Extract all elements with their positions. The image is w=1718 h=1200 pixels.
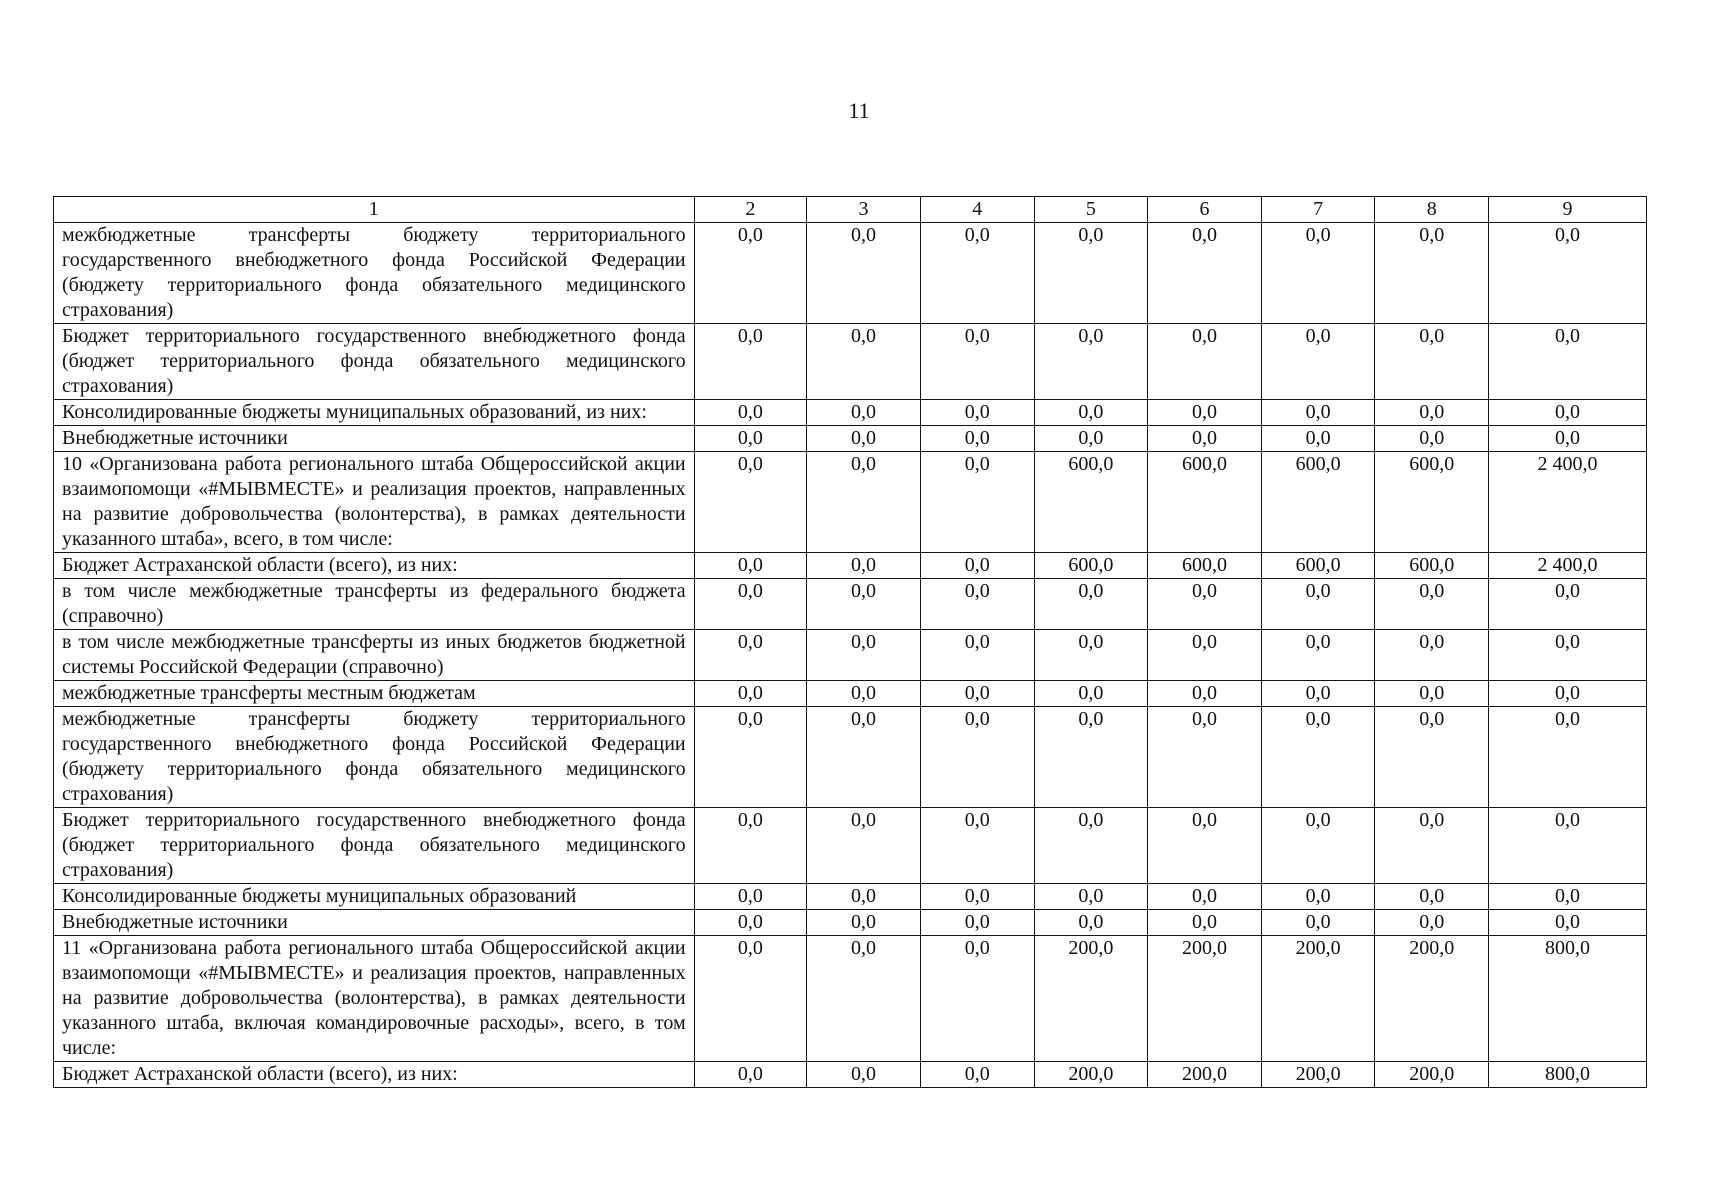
value-cell: 600,0 xyxy=(1375,553,1489,579)
value-cell: 0,0 xyxy=(807,1062,921,1088)
value-cell: 0,0 xyxy=(1034,707,1148,808)
value-cell: 0,0 xyxy=(694,452,807,553)
value-cell: 0,0 xyxy=(1034,884,1148,910)
value-cell: 0,0 xyxy=(807,936,921,1062)
value-cell: 0,0 xyxy=(694,884,807,910)
value-cell: 0,0 xyxy=(694,426,807,452)
value-cell: 2 400,0 xyxy=(1489,452,1647,553)
value-cell: 0,0 xyxy=(1261,910,1375,936)
value-cell: 0,0 xyxy=(1148,579,1262,630)
value-cell: 0,0 xyxy=(694,223,807,324)
value-cell: 0,0 xyxy=(1489,808,1647,884)
column-header: 5 xyxy=(1034,197,1148,223)
value-cell: 600,0 xyxy=(1261,553,1375,579)
value-cell: 0,0 xyxy=(920,579,1034,630)
value-cell: 0,0 xyxy=(1148,707,1262,808)
table-row xyxy=(54,910,1647,936)
table-row xyxy=(54,400,1647,426)
row-label: Бюджет Астраханской области (всего), из них: xyxy=(54,1062,695,1088)
value-cell: 0,0 xyxy=(1375,400,1489,426)
table-row xyxy=(54,553,1647,579)
table-row xyxy=(54,579,1647,630)
value-cell: 0,0 xyxy=(920,452,1034,553)
value-cell: 200,0 xyxy=(1148,936,1262,1062)
value-cell: 0,0 xyxy=(807,426,921,452)
column-header: 8 xyxy=(1375,197,1489,223)
value-cell: 0,0 xyxy=(694,808,807,884)
value-cell: 0,0 xyxy=(1148,223,1262,324)
value-cell: 0,0 xyxy=(1034,223,1148,324)
table-row xyxy=(54,808,1647,884)
value-cell: 200,0 xyxy=(1034,936,1148,1062)
value-cell: 0,0 xyxy=(1261,808,1375,884)
row-label: в том числе межбюджетные трансферты из иных бюджетов бюджетной системы Российской Федерации (справочно) xyxy=(54,630,695,681)
value-cell: 0,0 xyxy=(1261,579,1375,630)
value-cell: 0,0 xyxy=(1489,681,1647,707)
value-cell: 0,0 xyxy=(920,936,1034,1062)
value-cell: 0,0 xyxy=(1489,884,1647,910)
value-cell: 0,0 xyxy=(1034,426,1148,452)
table-row xyxy=(54,884,1647,910)
value-cell: 0,0 xyxy=(920,223,1034,324)
table-row xyxy=(54,426,1647,452)
value-cell: 0,0 xyxy=(1148,910,1262,936)
value-cell: 0,0 xyxy=(1489,579,1647,630)
value-cell: 0,0 xyxy=(1148,324,1262,400)
value-cell: 0,0 xyxy=(920,808,1034,884)
row-label: межбюджетные трансферты бюджету территориального государственного внебюджетного фонда Российской Федерации (бюджету территориального фонда обязательного медицинского страхования) xyxy=(54,707,695,808)
value-cell: 800,0 xyxy=(1489,1062,1647,1088)
value-cell: 0,0 xyxy=(920,910,1034,936)
value-cell: 600,0 xyxy=(1261,452,1375,553)
column-header: 2 xyxy=(694,197,807,223)
value-cell: 0,0 xyxy=(1034,681,1148,707)
value-cell: 600,0 xyxy=(1148,452,1262,553)
value-cell: 0,0 xyxy=(807,884,921,910)
value-cell: 0,0 xyxy=(920,553,1034,579)
column-header: 1 xyxy=(54,197,695,223)
value-cell: 0,0 xyxy=(807,223,921,324)
value-cell: 0,0 xyxy=(807,553,921,579)
value-cell: 0,0 xyxy=(807,579,921,630)
column-header: 6 xyxy=(1148,197,1262,223)
value-cell: 0,0 xyxy=(920,324,1034,400)
table-row xyxy=(54,452,1647,553)
row-label: межбюджетные трансферты местным бюджетам xyxy=(54,681,695,707)
value-cell: 0,0 xyxy=(920,630,1034,681)
value-cell: 0,0 xyxy=(694,630,807,681)
value-cell: 0,0 xyxy=(1489,426,1647,452)
column-header: 9 xyxy=(1489,197,1647,223)
row-label: Бюджет Астраханской области (всего), из них: xyxy=(54,553,695,579)
value-cell: 0,0 xyxy=(1261,884,1375,910)
table-row xyxy=(54,630,1647,681)
table-row xyxy=(54,324,1647,400)
column-number-row xyxy=(54,197,1647,223)
value-cell: 0,0 xyxy=(807,681,921,707)
value-cell: 0,0 xyxy=(694,579,807,630)
row-label: в том числе межбюджетные трансферты из федерального бюджета (справочно) xyxy=(54,579,695,630)
value-cell: 0,0 xyxy=(1489,400,1647,426)
value-cell: 0,0 xyxy=(1261,681,1375,707)
value-cell: 0,0 xyxy=(1375,426,1489,452)
row-label: Бюджет территориального государственного внебюджетного фонда (бюджет территориального фонда обязательного медицинского страхования) xyxy=(54,324,695,400)
value-cell: 0,0 xyxy=(920,884,1034,910)
row-label: 10 «Организована работа регионального штаба Общероссийской акции взаимопомощи «#МЫВМЕСТЕ» и реализация проектов, направленных на развитие добровольчества (волонтерства), в рамках деятельности указанного штаба», всего, в том числе: xyxy=(54,452,695,553)
value-cell: 0,0 xyxy=(1375,579,1489,630)
value-cell: 0,0 xyxy=(807,630,921,681)
value-cell: 0,0 xyxy=(1375,223,1489,324)
value-cell: 200,0 xyxy=(1034,1062,1148,1088)
value-cell: 0,0 xyxy=(694,910,807,936)
value-cell: 0,0 xyxy=(920,1062,1034,1088)
value-cell: 0,0 xyxy=(1148,400,1262,426)
value-cell: 0,0 xyxy=(1261,400,1375,426)
value-cell: 0,0 xyxy=(1489,910,1647,936)
value-cell: 800,0 xyxy=(1489,936,1647,1062)
budget-table xyxy=(53,196,1647,1088)
value-cell: 0,0 xyxy=(1489,223,1647,324)
value-cell: 0,0 xyxy=(1375,910,1489,936)
row-label: 11 «Организована работа регионального штаба Общероссийской акции взаимопомощи «#МЫВМЕСТЕ» и реализация проектов, направленных на развитие добровольчества (волонтерства), в рамках деятельности указанного штаба, включая командировочные расходы», всего, в том числе: xyxy=(54,936,695,1062)
value-cell: 0,0 xyxy=(1375,681,1489,707)
value-cell: 0,0 xyxy=(920,426,1034,452)
value-cell: 200,0 xyxy=(1375,936,1489,1062)
value-cell: 0,0 xyxy=(694,707,807,808)
value-cell: 600,0 xyxy=(1034,452,1148,553)
value-cell: 0,0 xyxy=(807,910,921,936)
row-label: Внебюджетные источники xyxy=(54,426,695,452)
row-label: Консолидированные бюджеты муниципальных образований xyxy=(54,884,695,910)
value-cell: 0,0 xyxy=(694,324,807,400)
value-cell: 0,0 xyxy=(1034,910,1148,936)
value-cell: 0,0 xyxy=(694,1062,807,1088)
table-row xyxy=(54,681,1647,707)
value-cell: 0,0 xyxy=(807,452,921,553)
table-row xyxy=(54,223,1647,324)
value-cell: 0,0 xyxy=(1489,707,1647,808)
value-cell: 0,0 xyxy=(694,553,807,579)
value-cell: 0,0 xyxy=(694,400,807,426)
value-cell: 0,0 xyxy=(807,707,921,808)
value-cell: 0,0 xyxy=(920,707,1034,808)
value-cell: 0,0 xyxy=(1261,630,1375,681)
value-cell: 0,0 xyxy=(1034,808,1148,884)
value-cell: 0,0 xyxy=(920,400,1034,426)
row-label: межбюджетные трансферты бюджету территориального государственного внебюджетного фонда Российской Федерации (бюджету территориального фонда обязательного медицинского страхования) xyxy=(54,223,695,324)
row-label: Консолидированные бюджеты муниципальных образований, из них: xyxy=(54,400,695,426)
value-cell: 0,0 xyxy=(1489,324,1647,400)
value-cell: 200,0 xyxy=(1375,1062,1489,1088)
value-cell: 0,0 xyxy=(1375,808,1489,884)
column-header: 4 xyxy=(920,197,1034,223)
value-cell: 0,0 xyxy=(1375,707,1489,808)
row-label: Внебюджетные источники xyxy=(54,910,695,936)
value-cell: 0,0 xyxy=(1034,324,1148,400)
value-cell: 200,0 xyxy=(1261,1062,1375,1088)
value-cell: 0,0 xyxy=(1375,324,1489,400)
value-cell: 0,0 xyxy=(1034,579,1148,630)
value-cell: 0,0 xyxy=(1148,808,1262,884)
table-row xyxy=(54,936,1647,1062)
column-header: 7 xyxy=(1261,197,1375,223)
value-cell: 0,0 xyxy=(1261,324,1375,400)
value-cell: 0,0 xyxy=(1261,223,1375,324)
value-cell: 0,0 xyxy=(1034,400,1148,426)
value-cell: 0,0 xyxy=(1375,884,1489,910)
value-cell: 200,0 xyxy=(1148,1062,1262,1088)
value-cell: 0,0 xyxy=(1375,630,1489,681)
column-header: 3 xyxy=(807,197,921,223)
value-cell: 0,0 xyxy=(1261,707,1375,808)
value-cell: 0,0 xyxy=(807,324,921,400)
value-cell: 0,0 xyxy=(1148,630,1262,681)
value-cell: 200,0 xyxy=(1261,936,1375,1062)
value-cell: 0,0 xyxy=(1148,681,1262,707)
row-label: Бюджет территориального государственного внебюджетного фонда (бюджет территориального фонда обязательного медицинского страхования) xyxy=(54,808,695,884)
value-cell: 0,0 xyxy=(1148,884,1262,910)
value-cell: 0,0 xyxy=(694,681,807,707)
value-cell: 0,0 xyxy=(1489,630,1647,681)
value-cell: 0,0 xyxy=(1148,426,1262,452)
value-cell: 600,0 xyxy=(1375,452,1489,553)
value-cell: 0,0 xyxy=(1034,630,1148,681)
value-cell: 0,0 xyxy=(807,808,921,884)
table-body xyxy=(54,197,1647,1088)
value-cell: 0,0 xyxy=(920,681,1034,707)
value-cell: 0,0 xyxy=(694,936,807,1062)
value-cell: 600,0 xyxy=(1148,553,1262,579)
table-row xyxy=(54,707,1647,808)
page-number: 11 xyxy=(848,98,870,123)
table-row xyxy=(54,1062,1647,1088)
value-cell: 0,0 xyxy=(1261,426,1375,452)
value-cell: 2 400,0 xyxy=(1489,553,1647,579)
value-cell: 600,0 xyxy=(1034,553,1148,579)
value-cell: 0,0 xyxy=(807,400,921,426)
